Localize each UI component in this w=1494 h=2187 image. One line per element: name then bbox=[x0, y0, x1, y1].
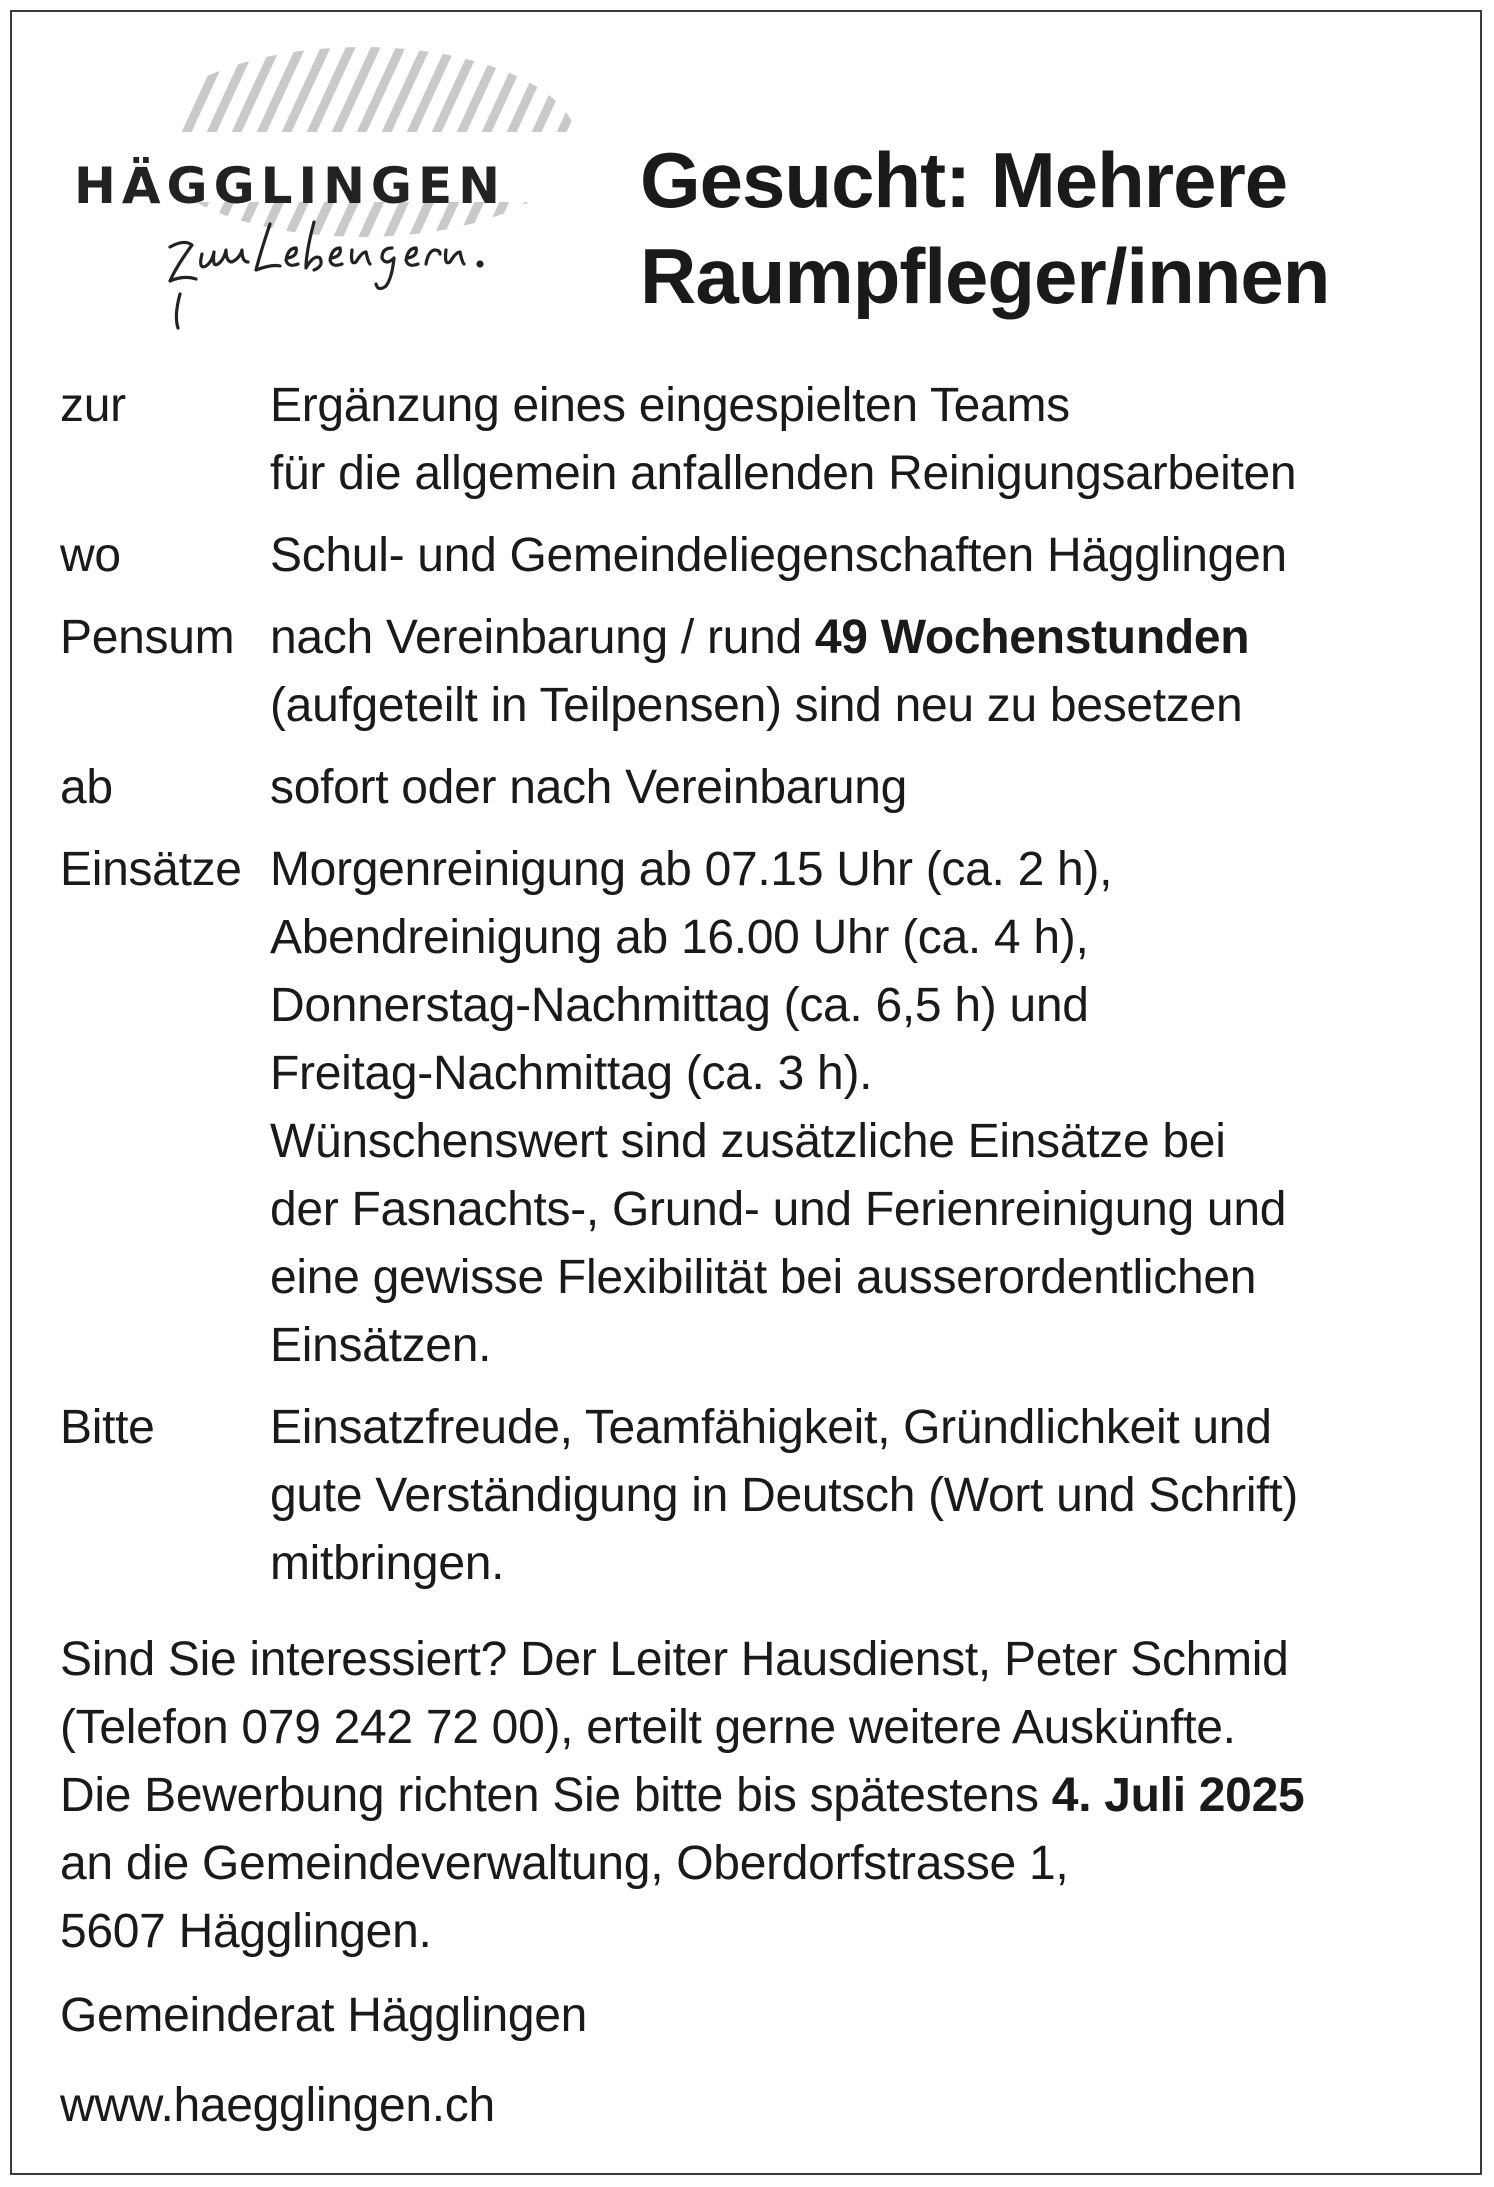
row-einsaetze bbox=[60, 836, 1460, 1380]
contact-paragraph bbox=[60, 1626, 1304, 1966]
municipality-logo bbox=[62, 32, 622, 332]
row-text: mitbringen. bbox=[270, 1537, 505, 1590]
row-value bbox=[270, 754, 907, 822]
row-text: Morgenreinigung ab 07.15 Uhr (ca. 2 h), bbox=[270, 843, 1113, 896]
row-text: Donnerstag-Nachmittag (ca. 6,5 h) und bbox=[270, 979, 1089, 1032]
row-label: zur bbox=[60, 379, 126, 432]
row-text: Wünschenswert sind zusätzliche Einsätze bei bbox=[270, 1115, 1226, 1168]
contact-text bbox=[60, 1762, 1304, 1830]
signature: Gemeinderat Hägglingen bbox=[60, 1989, 588, 2042]
row-wo bbox=[60, 522, 1460, 590]
row-text-regular: nach Vereinbarung / rund bbox=[270, 611, 815, 664]
contact-text: an die Gemeindeverwaltung, Oberdorfstrasse 1, bbox=[60, 1837, 1069, 1890]
row-text: Einsatzfreude, Teamfähigkeit, Gründlichkeit und bbox=[270, 1401, 1272, 1454]
contact-text-regular: Die Bewerbung richten Sie bitte bis spätestens bbox=[60, 1769, 1052, 1822]
row-text: gute Verständigung in Deutsch (Wort und Schrift) bbox=[270, 1469, 1298, 1522]
row-text bbox=[270, 604, 1249, 672]
row-value bbox=[270, 1394, 1298, 1598]
contact-text: (Telefon 079 242 72 00), erteilt gerne weitere Auskünfte. bbox=[60, 1701, 1236, 1754]
row-text: Schul- und Gemeindeliegenschaften Hägglingen bbox=[270, 529, 1287, 582]
row-bitte bbox=[60, 1394, 1460, 1598]
row-label: Bitte bbox=[60, 1401, 155, 1454]
title-line-2: Raumpfleger/innen bbox=[640, 232, 1330, 320]
row-value bbox=[270, 372, 1296, 508]
row-label: Pensum bbox=[60, 611, 235, 664]
job-advertisement bbox=[10, 10, 1482, 2175]
website-link[interactable]: www.haegglingen.ch bbox=[60, 2079, 495, 2132]
row-label: ab bbox=[60, 761, 113, 814]
slogan-script bbox=[170, 222, 482, 328]
row-label: wo bbox=[60, 529, 121, 582]
row-pensum bbox=[60, 604, 1460, 740]
row-ab bbox=[60, 754, 1460, 822]
contact-text: Sind Sie interessiert? Der Leiter Hausdienst, Peter Schmid bbox=[60, 1633, 1289, 1686]
row-text: eine gewisse Flexibilität bei ausserordentlichen bbox=[270, 1251, 1257, 1304]
row-value bbox=[270, 604, 1249, 740]
row-text: Freitag-Nachmittag (ca. 3 h). bbox=[270, 1047, 873, 1100]
logo-wordmark: HÄGGLINGEN bbox=[74, 157, 506, 215]
row-text: sofort oder nach Vereinbarung bbox=[270, 761, 908, 814]
row-label: Einsätze bbox=[60, 843, 242, 896]
title-line-1: Gesucht: Mehrere bbox=[640, 136, 1288, 224]
row-value bbox=[270, 836, 1286, 1380]
row-text: der Fasnachts-, Grund- und Ferienreinigung und bbox=[270, 1183, 1287, 1236]
application-deadline: 4. Juli 2025 bbox=[1051, 1769, 1305, 1822]
contact-text: 5607 Hägglingen. bbox=[60, 1905, 432, 1958]
row-text: Einsätzen. bbox=[270, 1319, 492, 1372]
row-text: Ergänzung eines eingespielten Teams bbox=[270, 379, 1070, 432]
row-text: Abendreinigung ab 16.00 Uhr (ca. 4 h), bbox=[270, 911, 1089, 964]
row-zur bbox=[60, 372, 1460, 508]
row-text: (aufgeteilt in Teilpensen) sind neu zu besetzen bbox=[270, 679, 1243, 732]
page-title bbox=[640, 132, 1329, 324]
row-value bbox=[270, 522, 1287, 590]
row-text: für die allgemein anfallenden Reinigungsarbeiten bbox=[270, 447, 1297, 500]
details-list bbox=[60, 372, 1460, 1612]
weekly-hours: 49 Wochenstunden bbox=[814, 611, 1250, 664]
